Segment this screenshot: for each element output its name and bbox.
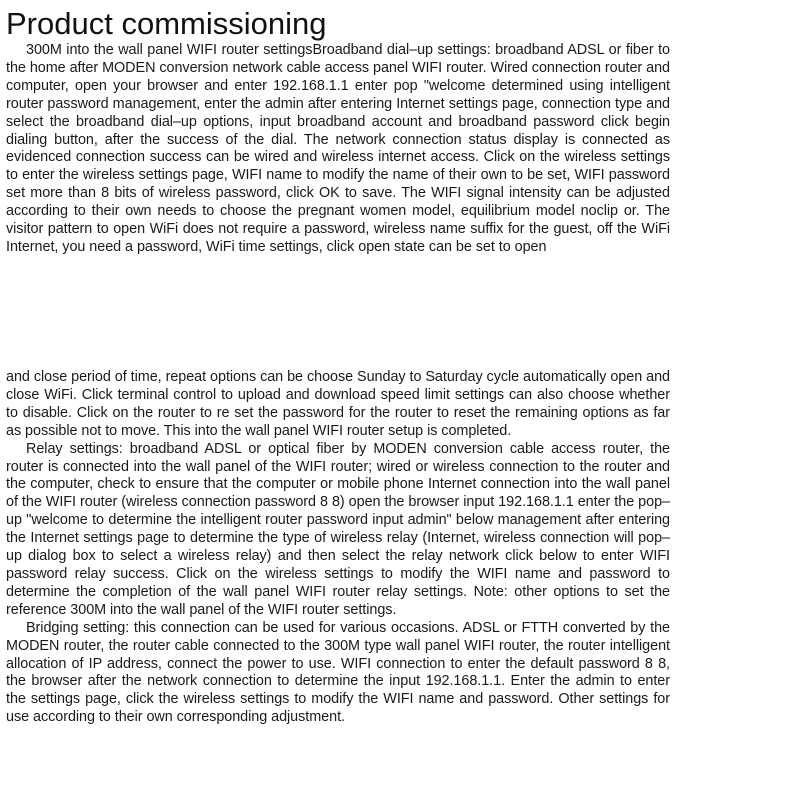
paragraph-relay-settings: Relay settings: broadband ADSL or optical fiber by MODEN conversion cable access router, the router is connected into the wall panel of the WIFI router; wired or wireless connection to the router and the computer, check to ensure that the computer or mobile phone Internet connection into the wall panel of the WIFI router (wireless connection password 8 8) open the browser input 192.168.1.1 enter the pop–up "welcome to determine the intelligent router password input admin" below management after entering the Internet settings page to determine the type of wireless relay (Internet, wireless connection will pop–up dialog box to select a wireless relay) and then select the relay network click below to enter WIFI password relay success. Click on the wireless settings to modify the WIFI name and password to determine the completion of the wall panel WIFI router relay settings. Note: other options to set the reference 300M into the wall panel of the WIFI router settings.	[6, 440, 670, 618]
paragraph-router-settings: 300M into the wall panel WIFI router settingsBroadband dial–up settings: broadband ADSL or fiber to the home after MODEN conversion network cable access panel WIFI router. Wired connection router and computer, open your browser and enter 192.168.1.1 enter pop "welcome determined using intelligent router password management, enter the admin after entering Internet settings page, connection type and select the broadband dial–up options, input broadband account and broadband password click begin dialing button, after the success of the dial. The network connection status display is connected as evidenced connection success can be wired and wireless internet access. Click on the wireless settings to enter the wireless settings page, WIFI name to modify the name of their own to be set, WIFI password set more than 8 bits of wireless password, click OK to save. The WIFI signal intensity can be adjusted according to their own needs to choose the pregnant women model, equilibrium model noclip or. The visitor pattern to open WiFi does not require a password, wireless name suffix for the guest, off the WiFi Internet, you need a password, WiFi time settings, click open state can be set to open	[6, 42, 670, 255]
text-block-upper	[6, 42, 670, 257]
text-block-lower	[6, 369, 670, 727]
paragraph-bridging-settings: Bridging setting: this connection can be used for various occasions. ADSL or FTTH converted by the MODEN router, the router cable connected to the 300M type wall panel WIFI router, the router intelligent allocation of IP address, connect the power to use. WIFI connection to enter the default password 8 8, the browser after the network connection to determine the input 192.168.1.1. Enter the admin to enter the settings page, click the wireless settings to modify the WIFI name and password. Other settings for use according to their own corresponding adjustment.	[6, 619, 670, 726]
paragraph-router-settings-continued: and close period of time, repeat options can be choose Sunday to Saturday cycle automatically open and close WiFi. Click terminal control to upload and download speed limit settings can also choose whether to disable. Click on the router to re set the password for the router to reset the remaining options as far as possible not to move. This into the wall panel WIFI router setup is completed.	[6, 369, 670, 439]
page-title: Product commissioning	[6, 6, 327, 41]
